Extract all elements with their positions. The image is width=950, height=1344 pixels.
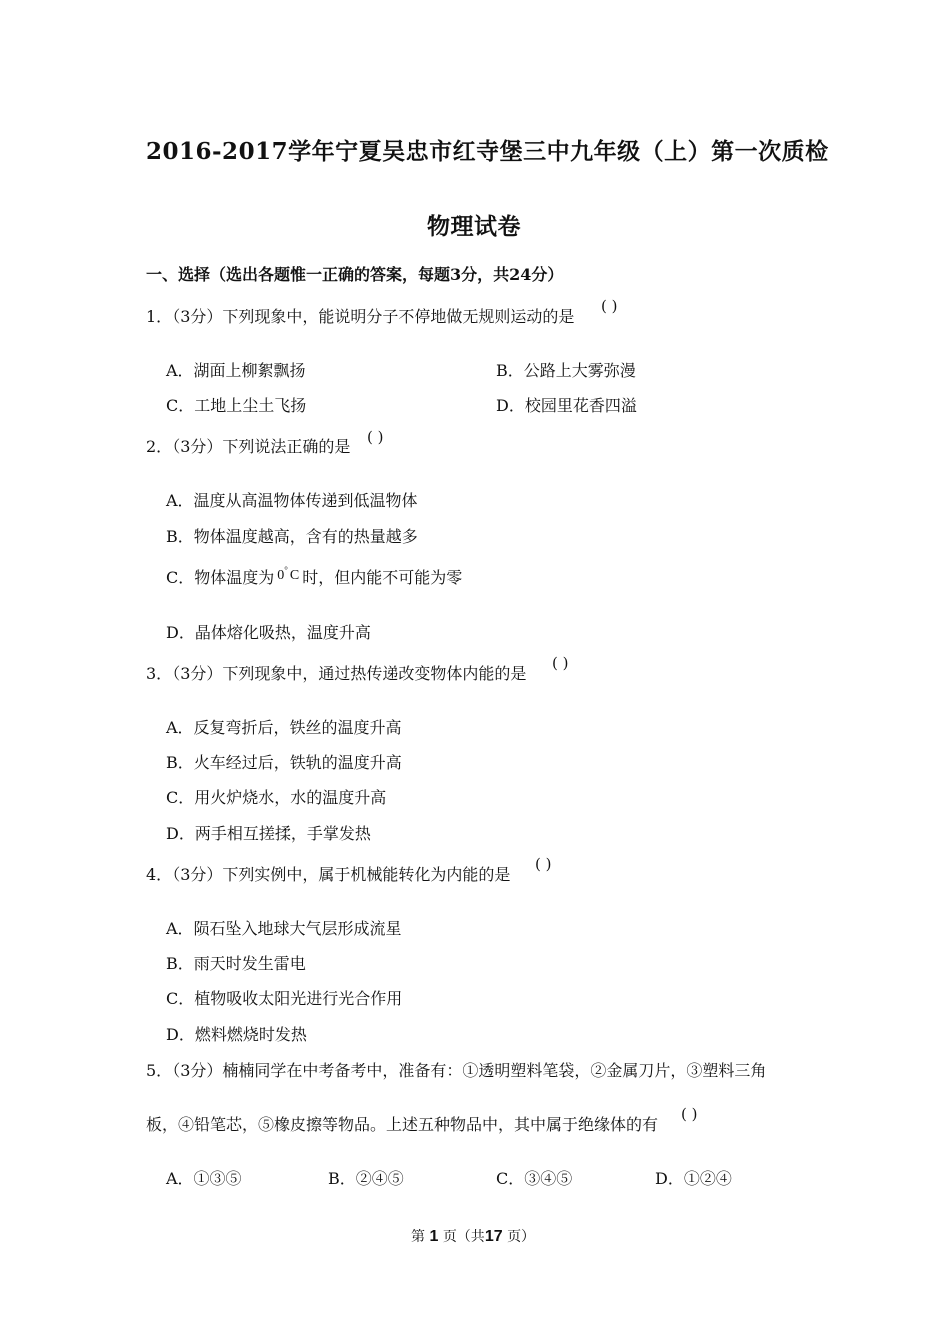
option-b: B．火车经过后，铁轨的温度升高: [166, 753, 402, 772]
question-number: 1．: [146, 307, 173, 326]
page-title-line1: 2016-2017学年宁夏吴忠市红寺堡三中九年级（上）第一次质检: [146, 138, 829, 165]
question-score: （3分）: [172, 865, 223, 884]
option-a: A．湖面上柳絮飘扬: [166, 361, 306, 380]
option-c: [166, 565, 462, 588]
question-stem: 下列现象中，能说明分子不停地做无规则运动的是: [222, 307, 575, 326]
question-2: [146, 434, 350, 457]
section-heading: 一、选择（选出各题惟一正确的答案，每题3分，共24分）: [146, 265, 564, 284]
option-a: A．陨石坠入地球大气层形成流星: [166, 919, 402, 938]
question-stem: 下列现象中，通过热传递改变物体内能的是: [222, 664, 527, 683]
option-b: B．物体温度越高，含有的热量越多: [166, 527, 418, 546]
option-c: C．用火炉烧水，水的温度升高: [166, 788, 387, 807]
question-5: [146, 1058, 766, 1081]
option-c-text: C．物体温度为: [166, 568, 275, 587]
option-c: C．③④⑤: [496, 1169, 573, 1188]
question-number: 4．: [146, 865, 173, 884]
total-pages: 17: [484, 1228, 503, 1245]
temperature-formula: 0° C: [277, 565, 300, 583]
question-1: [146, 304, 574, 327]
answer-paren: ( ): [681, 1105, 698, 1123]
option-d: D．两手相互搓揉，手掌发热: [166, 824, 371, 843]
page-footer: 第 1 页（共17 页）: [411, 1228, 536, 1245]
option-a: A．反复弯折后，铁丝的温度升高: [166, 718, 402, 737]
question-4: [146, 862, 510, 885]
question-number: 5．: [146, 1061, 173, 1080]
option-b: B．公路上大雾弥漫: [496, 361, 636, 380]
question-stem: 下列说法正确的是: [222, 437, 351, 456]
option-a: A．①③⑤: [166, 1169, 242, 1188]
option-d: D．晶体熔化吸热，温度升高: [166, 623, 371, 642]
answer-paren: ( ): [367, 428, 384, 446]
option-c: C．植物吸收太阳光进行光合作用: [166, 989, 403, 1008]
answer-paren: ( ): [552, 654, 569, 672]
question-stem-line1: 楠楠同学在中考备考中，准备有：①透明塑料笔袋，②金属刀片，③塑料三角: [222, 1061, 767, 1080]
page-title-line2: 物理试卷: [427, 213, 521, 240]
page-number: 1: [429, 1228, 439, 1245]
option-b: B．雨天时发生雷电: [166, 954, 306, 973]
option-d: D．①②④: [655, 1169, 732, 1188]
option-b: B．②④⑤: [328, 1169, 404, 1188]
question-score: （3分）: [172, 664, 223, 683]
question-5-line2: 板，④铅笔芯，⑤橡皮擦等物品。上述五种物品中，其中属于绝缘体的有: [146, 1115, 659, 1134]
option-d: D．校园里花香四溢: [496, 396, 637, 415]
question-number: 2．: [146, 437, 173, 456]
answer-paren: ( ): [601, 297, 618, 315]
question-score: （3分）: [172, 1061, 223, 1080]
question-number: 3．: [146, 664, 173, 683]
option-a: A．温度从高温物体传递到低温物体: [166, 491, 418, 510]
question-score: （3分）: [172, 437, 223, 456]
option-c-tail: 时，但内能不可能为零: [302, 568, 463, 587]
option-d: D．燃料燃烧时发热: [166, 1025, 307, 1044]
question-score: （3分）: [172, 307, 223, 326]
question-3: [146, 661, 526, 684]
question-stem: 下列实例中，属于机械能转化为内能的是: [222, 865, 511, 884]
option-c: C．工地上尘土飞扬: [166, 396, 307, 415]
answer-paren: ( ): [535, 855, 552, 873]
